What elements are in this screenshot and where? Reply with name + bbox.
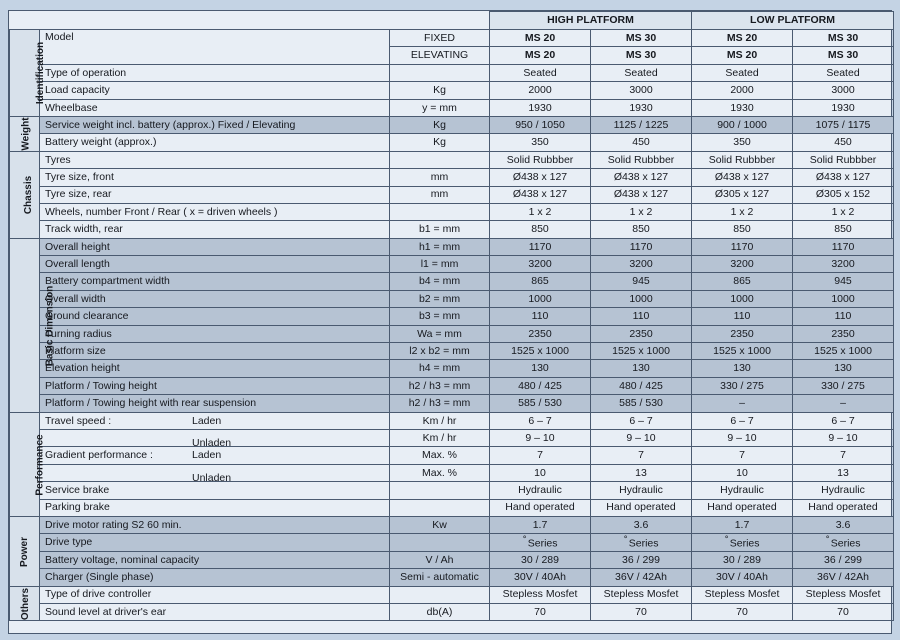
cell: Solid Rubbber	[793, 151, 894, 168]
cell: Stepless Mosfet	[793, 586, 894, 603]
cell: 1525 x 1000	[490, 343, 591, 360]
cell: 1000	[591, 290, 692, 307]
row-unit	[390, 64, 490, 81]
row-label: Platform size	[40, 343, 390, 360]
cell: 865	[490, 273, 591, 290]
cell: 1000	[692, 290, 793, 307]
table-row	[10, 82, 894, 99]
row-label: Overall width	[40, 290, 390, 307]
row-unit: l1 = mm	[390, 256, 490, 273]
cell: 3000	[793, 82, 894, 99]
row-label	[40, 429, 390, 450]
row-label: Turning radius	[40, 325, 390, 342]
row-unit: mm	[390, 186, 490, 203]
cell: 36 / 299	[793, 551, 894, 568]
cell: Hand operated	[692, 499, 793, 516]
cell: 6 – 7	[793, 412, 894, 429]
cell: MS 30	[793, 47, 894, 64]
cell	[692, 534, 793, 551]
row-label: Charger (Single phase)	[40, 569, 390, 586]
row-label: Platform / Towing height with rear suspension	[40, 395, 390, 412]
cell: 110	[591, 308, 692, 325]
cell: 1000	[490, 290, 591, 307]
cell: 7	[793, 447, 894, 464]
row-unit: mm	[390, 169, 490, 186]
row-sublabel: Laden	[192, 414, 222, 427]
table-row	[10, 308, 894, 325]
row-label: Tyres	[40, 151, 390, 168]
row-label	[40, 464, 390, 484]
cell: Hydraulic	[793, 482, 894, 499]
table-row	[10, 116, 894, 133]
table-row	[10, 464, 894, 481]
row-unit: Kw	[390, 516, 490, 533]
cell: 70	[490, 603, 591, 620]
cell: 36 / 299	[591, 551, 692, 568]
cell: 1 x 2	[793, 203, 894, 220]
row-label-text: Travel speed :	[45, 414, 112, 427]
cell: 30 / 289	[692, 551, 793, 568]
cell: 2000	[490, 82, 591, 99]
cell: 36V / 42Ah	[591, 569, 692, 586]
cell: 9 – 10	[793, 429, 894, 446]
cell: Stepless Mosfet	[692, 586, 793, 603]
cell: 1170	[490, 238, 591, 255]
row-label: Track width, rear	[40, 221, 390, 238]
cell: 945	[793, 273, 894, 290]
cell: 30V / 40Ah	[692, 569, 793, 586]
row-label	[40, 412, 390, 429]
cell: 1 x 2	[591, 203, 692, 220]
cell	[490, 534, 591, 551]
cell: 1000	[793, 290, 894, 307]
cell: Ø438 x 127	[591, 169, 692, 186]
cell: 2350	[793, 325, 894, 342]
row-sublabel: Laden	[192, 449, 222, 462]
table-row	[10, 273, 894, 290]
row-unit	[390, 499, 490, 516]
cell: 10	[490, 464, 591, 481]
cell: 10	[692, 464, 793, 481]
row-unit: y = mm	[390, 99, 490, 116]
cell: 450	[591, 134, 692, 151]
row-label: Battery compartment width	[40, 273, 390, 290]
cell: MS 30	[591, 47, 692, 64]
cell	[793, 534, 894, 551]
table-row	[10, 377, 894, 394]
row-unit: h2 / h3 = mm	[390, 377, 490, 394]
row-label	[40, 447, 390, 464]
section-chassis: Chassis	[10, 151, 40, 238]
section-others: Others	[10, 586, 40, 621]
cell: Solid Rubbber	[490, 151, 591, 168]
cell: 865	[692, 273, 793, 290]
cell-text: Series	[527, 537, 558, 550]
header-row	[10, 12, 894, 30]
cell: 330 / 275	[692, 377, 793, 394]
cell: 130	[591, 360, 692, 377]
cell: 3000	[591, 82, 692, 99]
cell: 850	[692, 221, 793, 238]
cell: 36V / 42Ah	[793, 569, 894, 586]
row-unit: Max. %	[390, 464, 490, 481]
row-label: Overall height	[40, 238, 390, 255]
cell: Hydraulic	[591, 482, 692, 499]
cell: 6 – 7	[591, 412, 692, 429]
cell: 9 – 10	[490, 429, 591, 446]
row-unit: Km / hr	[390, 412, 490, 429]
cell: Hydraulic	[692, 482, 793, 499]
cell: 70	[793, 603, 894, 620]
cell: 850	[793, 221, 894, 238]
cell: MS 20	[490, 30, 591, 47]
cell: 9 – 10	[591, 429, 692, 446]
cell: 110	[490, 308, 591, 325]
degree-mark: °	[825, 535, 830, 546]
section-weight: Weight	[10, 116, 40, 151]
row-label: Elevation height	[40, 360, 390, 377]
cell: 1525 x 1000	[591, 343, 692, 360]
row-unit: Kg	[390, 116, 490, 133]
row-label: Type of operation	[40, 64, 390, 81]
cell: 3200	[793, 256, 894, 273]
section-power: Power	[10, 516, 40, 586]
cell: 7	[490, 447, 591, 464]
table-row	[10, 151, 894, 168]
cell: 3200	[490, 256, 591, 273]
row-label: Platform / Towing height	[40, 377, 390, 394]
cell: Seated	[793, 64, 894, 81]
row-unit: Kg	[390, 134, 490, 151]
cell: 3.6	[793, 516, 894, 533]
header-low-platform: LOW PLATFORM	[692, 12, 894, 30]
cell: 1930	[490, 99, 591, 116]
row-unit	[390, 586, 490, 603]
cell: 2000	[692, 82, 793, 99]
row-label: Battery voltage, nominal capacity	[40, 551, 390, 568]
cell: 70	[692, 603, 793, 620]
row-label: Load capacity	[40, 82, 390, 99]
table-row	[10, 603, 894, 620]
cell: Seated	[692, 64, 793, 81]
cell: 1170	[692, 238, 793, 255]
cell-text: Series	[628, 537, 659, 550]
section-performance: Performance	[10, 412, 40, 516]
cell: 1125 / 1225	[591, 116, 692, 133]
cell: 1.7	[490, 516, 591, 533]
cell: 585 / 530	[490, 395, 591, 412]
cell: 1075 / 1175	[793, 116, 894, 133]
row-unit: db(A)	[390, 603, 490, 620]
cell: Stepless Mosfet	[591, 586, 692, 603]
row-label: Service brake	[40, 482, 390, 499]
cell: MS 20	[692, 47, 793, 64]
cell: 30V / 40Ah	[490, 569, 591, 586]
cell: 2350	[591, 325, 692, 342]
cell-text: Series	[729, 537, 760, 550]
specification-table	[9, 11, 894, 621]
cell: Ø438 x 127	[692, 169, 793, 186]
row-unit: Km / hr	[390, 429, 490, 446]
row-label: Drive type	[40, 534, 390, 551]
cell: –	[793, 395, 894, 412]
cell: 6 – 7	[692, 412, 793, 429]
cell: 130	[490, 360, 591, 377]
table-row	[10, 203, 894, 220]
table-row	[10, 238, 894, 255]
cell: MS 30	[591, 30, 692, 47]
table-row	[10, 99, 894, 116]
table-row	[10, 429, 894, 446]
table-row	[10, 516, 894, 533]
row-unit: h2 / h3 = mm	[390, 395, 490, 412]
row-unit: V / Ah	[390, 551, 490, 568]
cell: Hydraulic	[490, 482, 591, 499]
cell: Solid Rubbber	[692, 151, 793, 168]
cell: 585 / 530	[591, 395, 692, 412]
cell: Ø438 x 127	[793, 169, 894, 186]
row-label: Wheelbase	[40, 99, 390, 116]
cell: Hand operated	[793, 499, 894, 516]
row-label: Wheels, number Front / Rear ( x = driven wheels )	[40, 203, 390, 220]
cell: 7	[692, 447, 793, 464]
row-label: Service weight incl. battery (approx.) Fixed / Elevating	[40, 116, 390, 133]
cell: MS 30	[793, 30, 894, 47]
cell: 1930	[692, 99, 793, 116]
row-unit	[390, 534, 490, 551]
table-row	[10, 186, 894, 203]
cell: 480 / 425	[490, 377, 591, 394]
cell	[591, 534, 692, 551]
section-identification: Identification	[10, 30, 40, 117]
cell: –	[692, 395, 793, 412]
degree-mark: °	[623, 535, 628, 546]
cell: 9 – 10	[692, 429, 793, 446]
cell: 350	[490, 134, 591, 151]
cell: 13	[591, 464, 692, 481]
cell: Seated	[490, 64, 591, 81]
cell: 1 x 2	[692, 203, 793, 220]
table-row	[10, 325, 894, 342]
table-row	[10, 360, 894, 377]
row-label: Model	[40, 30, 390, 65]
row-unit: l2 x b2 = mm	[390, 343, 490, 360]
row-unit	[390, 482, 490, 499]
header-high-platform: HIGH PLATFORM	[490, 12, 692, 30]
cell: 30 / 289	[490, 551, 591, 568]
cell: 1930	[591, 99, 692, 116]
table-row	[10, 569, 894, 586]
table-row	[10, 395, 894, 412]
table-row	[10, 412, 894, 429]
cell: 1525 x 1000	[793, 343, 894, 360]
row-unit: h4 = mm	[390, 360, 490, 377]
table-row	[10, 256, 894, 273]
table-row	[10, 499, 894, 516]
row-unit: b1 = mm	[390, 221, 490, 238]
table-row	[10, 221, 894, 238]
cell: 945	[591, 273, 692, 290]
cell: 110	[692, 308, 793, 325]
table-row	[10, 551, 894, 568]
cell: Stepless Mosfet	[490, 586, 591, 603]
row-unit	[390, 203, 490, 220]
table-row	[10, 482, 894, 499]
cell: Solid Rubbber	[591, 151, 692, 168]
cell: 7	[591, 447, 692, 464]
row-label: Ground clearance	[40, 308, 390, 325]
cell: 13	[793, 464, 894, 481]
table-row	[10, 134, 894, 151]
row-label-text: Gradient performance :	[45, 449, 153, 462]
row-sublabel: Unladen	[192, 437, 232, 450]
cell: 330 / 275	[793, 377, 894, 394]
cell: 70	[591, 603, 692, 620]
table-row	[10, 447, 894, 464]
cell: 1170	[591, 238, 692, 255]
row-unit: Wa = mm	[390, 325, 490, 342]
cell: Ø438 x 127	[490, 186, 591, 203]
table-row	[10, 290, 894, 307]
row-unit: FIXED	[390, 30, 490, 47]
cell: Hand operated	[591, 499, 692, 516]
row-label: Overall length	[40, 256, 390, 273]
cell: 110	[793, 308, 894, 325]
header-blank	[10, 12, 490, 30]
cell: 3.6	[591, 516, 692, 533]
table-row	[10, 30, 894, 47]
spec-sheet	[8, 10, 892, 634]
cell: 350	[692, 134, 793, 151]
cell: 480 / 425	[591, 377, 692, 394]
row-unit: ELEVATING	[390, 47, 490, 64]
row-unit: Max. %	[390, 447, 490, 464]
table-row	[10, 64, 894, 81]
cell: 130	[692, 360, 793, 377]
degree-mark: °	[724, 535, 729, 546]
cell: Ø438 x 127	[591, 186, 692, 203]
row-label: Type of drive controller	[40, 586, 390, 603]
row-unit: b4 = mm	[390, 273, 490, 290]
row-unit: b2 = mm	[390, 290, 490, 307]
cell: 1 x 2	[490, 203, 591, 220]
cell: Seated	[591, 64, 692, 81]
cell: 3200	[591, 256, 692, 273]
row-label: Battery weight (approx.)	[40, 134, 390, 151]
cell: 850	[490, 221, 591, 238]
degree-mark: °	[522, 535, 527, 546]
cell: 1170	[793, 238, 894, 255]
row-label: Sound level at driver's ear	[40, 603, 390, 620]
cell: 1.7	[692, 516, 793, 533]
cell: 2350	[692, 325, 793, 342]
cell: MS 20	[490, 47, 591, 64]
cell: Ø305 x 152	[793, 186, 894, 203]
cell: 950 / 1050	[490, 116, 591, 133]
cell: 1930	[793, 99, 894, 116]
cell: Ø305 x 127	[692, 186, 793, 203]
cell: 6 – 7	[490, 412, 591, 429]
cell: 1525 x 1000	[692, 343, 793, 360]
table-row	[10, 343, 894, 360]
row-label: Tyre size, front	[40, 169, 390, 186]
row-label: Drive motor rating S2 60 min.	[40, 516, 390, 533]
cell: 3200	[692, 256, 793, 273]
table-row	[10, 169, 894, 186]
section-basic-dimension: Basic Dimension	[10, 238, 40, 412]
cell: 900 / 1000	[692, 116, 793, 133]
cell: 130	[793, 360, 894, 377]
row-unit	[390, 151, 490, 168]
table-row	[10, 534, 894, 551]
row-label: Tyre size, rear	[40, 186, 390, 203]
row-unit: Semi - automatic	[390, 569, 490, 586]
row-unit: Kg	[390, 82, 490, 99]
cell: 2350	[490, 325, 591, 342]
row-unit: b3 = mm	[390, 308, 490, 325]
cell: 850	[591, 221, 692, 238]
cell: Ø438 x 127	[490, 169, 591, 186]
row-sublabel: Unladen	[192, 471, 232, 484]
row-unit: h1 = mm	[390, 238, 490, 255]
cell: 450	[793, 134, 894, 151]
row-label: Parking brake	[40, 499, 390, 516]
table-row	[10, 586, 894, 603]
cell-text: Series	[830, 537, 861, 550]
cell: MS 20	[692, 30, 793, 47]
cell: Hand operated	[490, 499, 591, 516]
